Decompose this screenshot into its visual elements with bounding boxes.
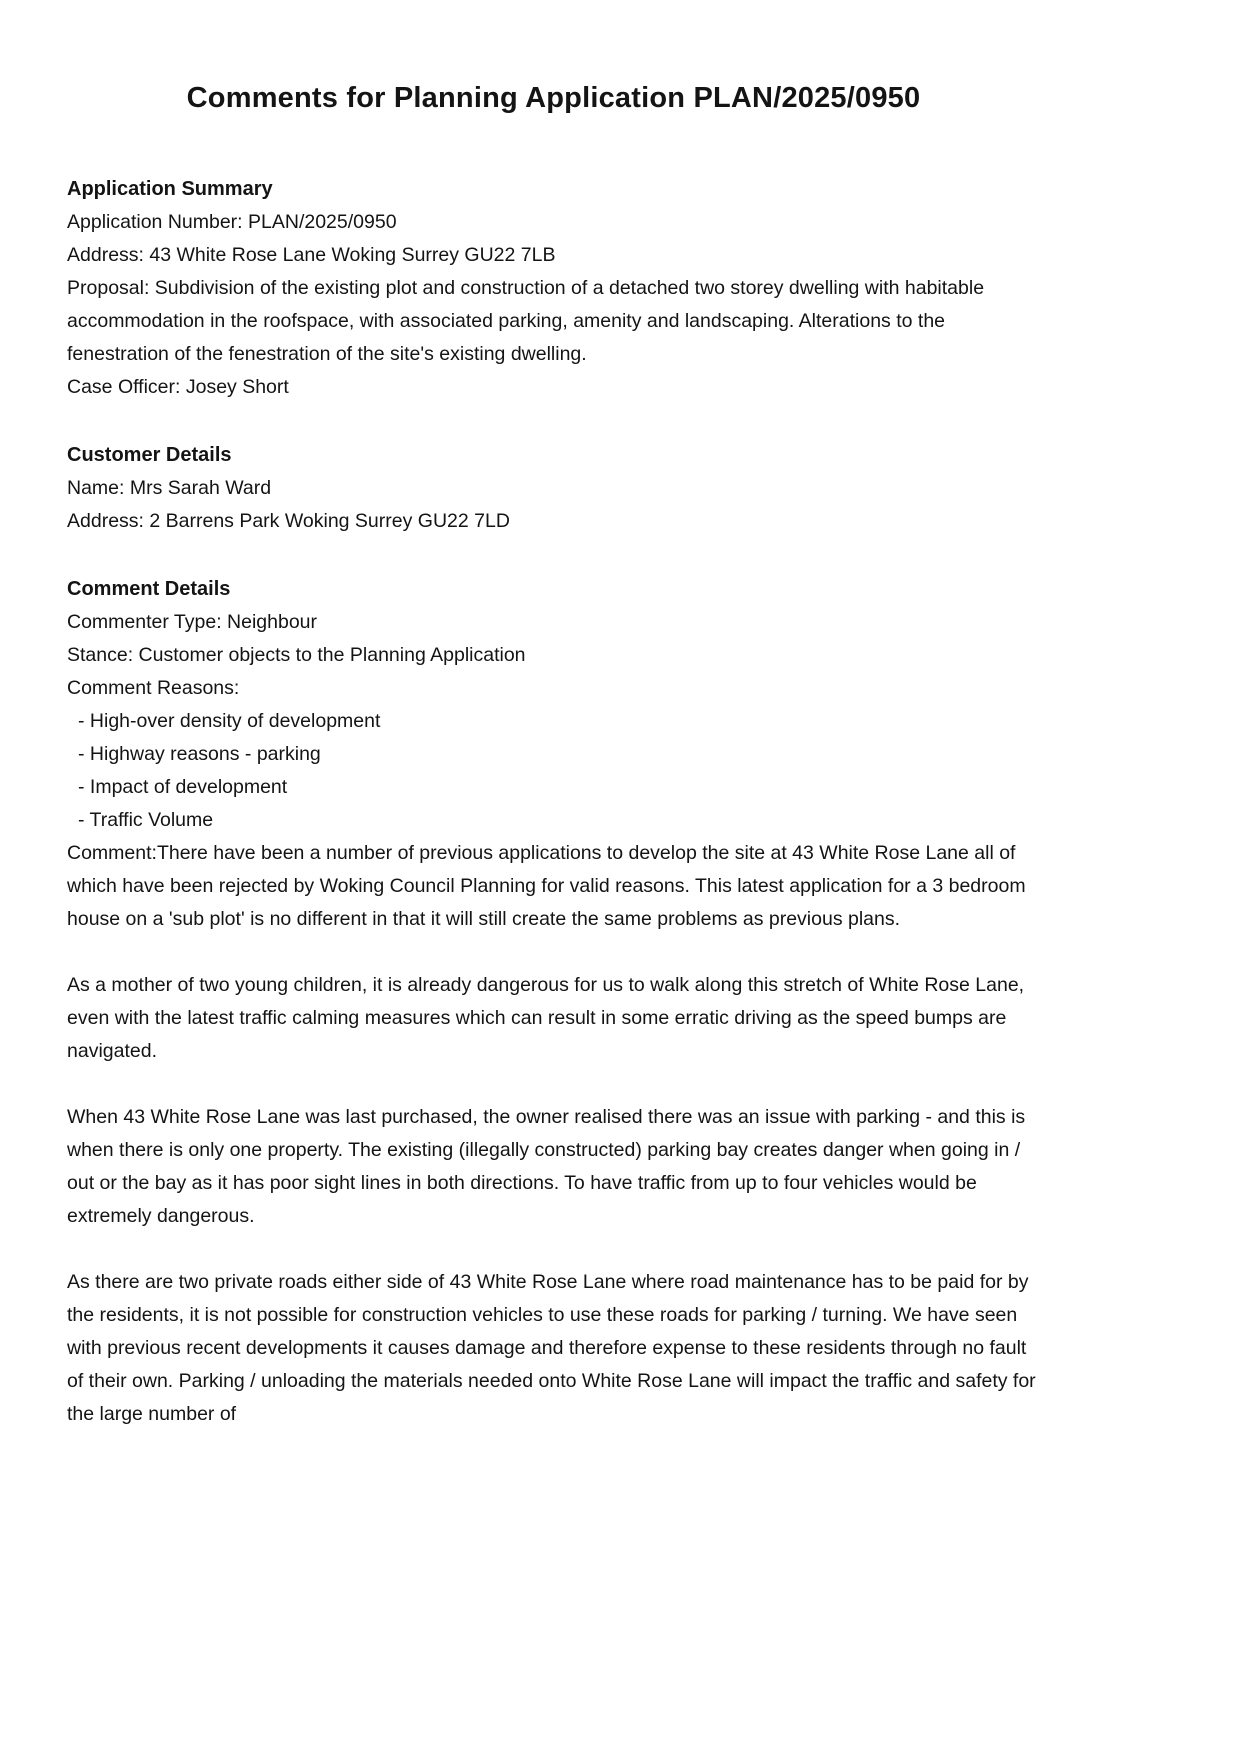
comment-details-heading: Comment Details (67, 578, 231, 600)
comment-details-section (67, 573, 1040, 1431)
comment-paragraph: As a mother of two young children, it is already dangerous for us to walk along this stretch of White Rose Lane, even with the latest traffic calming measures which can result in some erratic driving as the speed bumps are navigated. (67, 974, 1025, 1062)
customer-address-line: Address: 2 Barrens Park Woking Surrey GU22 7LD (67, 510, 510, 532)
customer-name-line: Name: Mrs Sarah Ward (67, 477, 272, 499)
application-summary-section (67, 173, 1040, 404)
case-officer-line: Case Officer: Josey Short (67, 376, 289, 398)
application-summary-heading: Application Summary (67, 178, 273, 200)
comment-reason-item: - High-over density of development (78, 710, 381, 732)
comment-reasons-label: Comment Reasons: (67, 677, 240, 699)
page-title: Comments for Planning Application PLAN/2025/0950 (186, 82, 921, 114)
comment-paragraph: As there are two private roads either side of 43 White Rose Lane where road maintenance has to be paid for by the residents, it is not possible for construction vehicles to use these roads for parking / turning. We have seen with previous recent developments it causes damage and therefore expense to these residents through no fault of their own. Parking / unloading the materials needed onto White Rose Lane will impact the traffic and safety for the large number of (67, 1271, 1036, 1425)
comment-paragraph: Comment:There have been a number of previous applications to develop the site at 43 White Rose Lane all of which have been rejected by Woking Council Planning for valid reasons. This latest application for a 3 bedroom house on a 'sub plot' is no different in that it will still create the same problems as previous plans. (67, 842, 1026, 930)
customer-details-heading: Customer Details (67, 444, 232, 466)
application-number-line: Application Number: PLAN/2025/0950 (67, 211, 397, 233)
comment-paragraph: When 43 White Rose Lane was last purchased, the owner realised there was an issue with parking - and this is when there is only one property. The existing (illegally constructed) parking bay creates danger when going in / out or the bay as it has poor sight lines in both directions. To have traffic from up to four vehicles would be extremely dangerous. (67, 1106, 1026, 1227)
comment-reason-item: - Highway reasons - parking (78, 743, 321, 765)
application-address-line: Address: 43 White Rose Lane Woking Surrey GU22 7LB (67, 244, 556, 266)
stance-line: Stance: Customer objects to the Planning Application (67, 644, 526, 666)
customer-details-section (67, 439, 1040, 538)
commenter-type-line: Commenter Type: Neighbour (67, 611, 318, 633)
comment-reason-item: - Traffic Volume (78, 809, 214, 831)
proposal-line: Proposal: Subdivision of the existing plot and construction of a detached two storey dwelling with habitable accommodation in the roofspace, with associated parking, amenity and landscaping. Alterations to the fenestration of the fenestration of the site's existing dwelling. (67, 277, 985, 365)
comment-reason-item: - Impact of development (78, 776, 288, 798)
